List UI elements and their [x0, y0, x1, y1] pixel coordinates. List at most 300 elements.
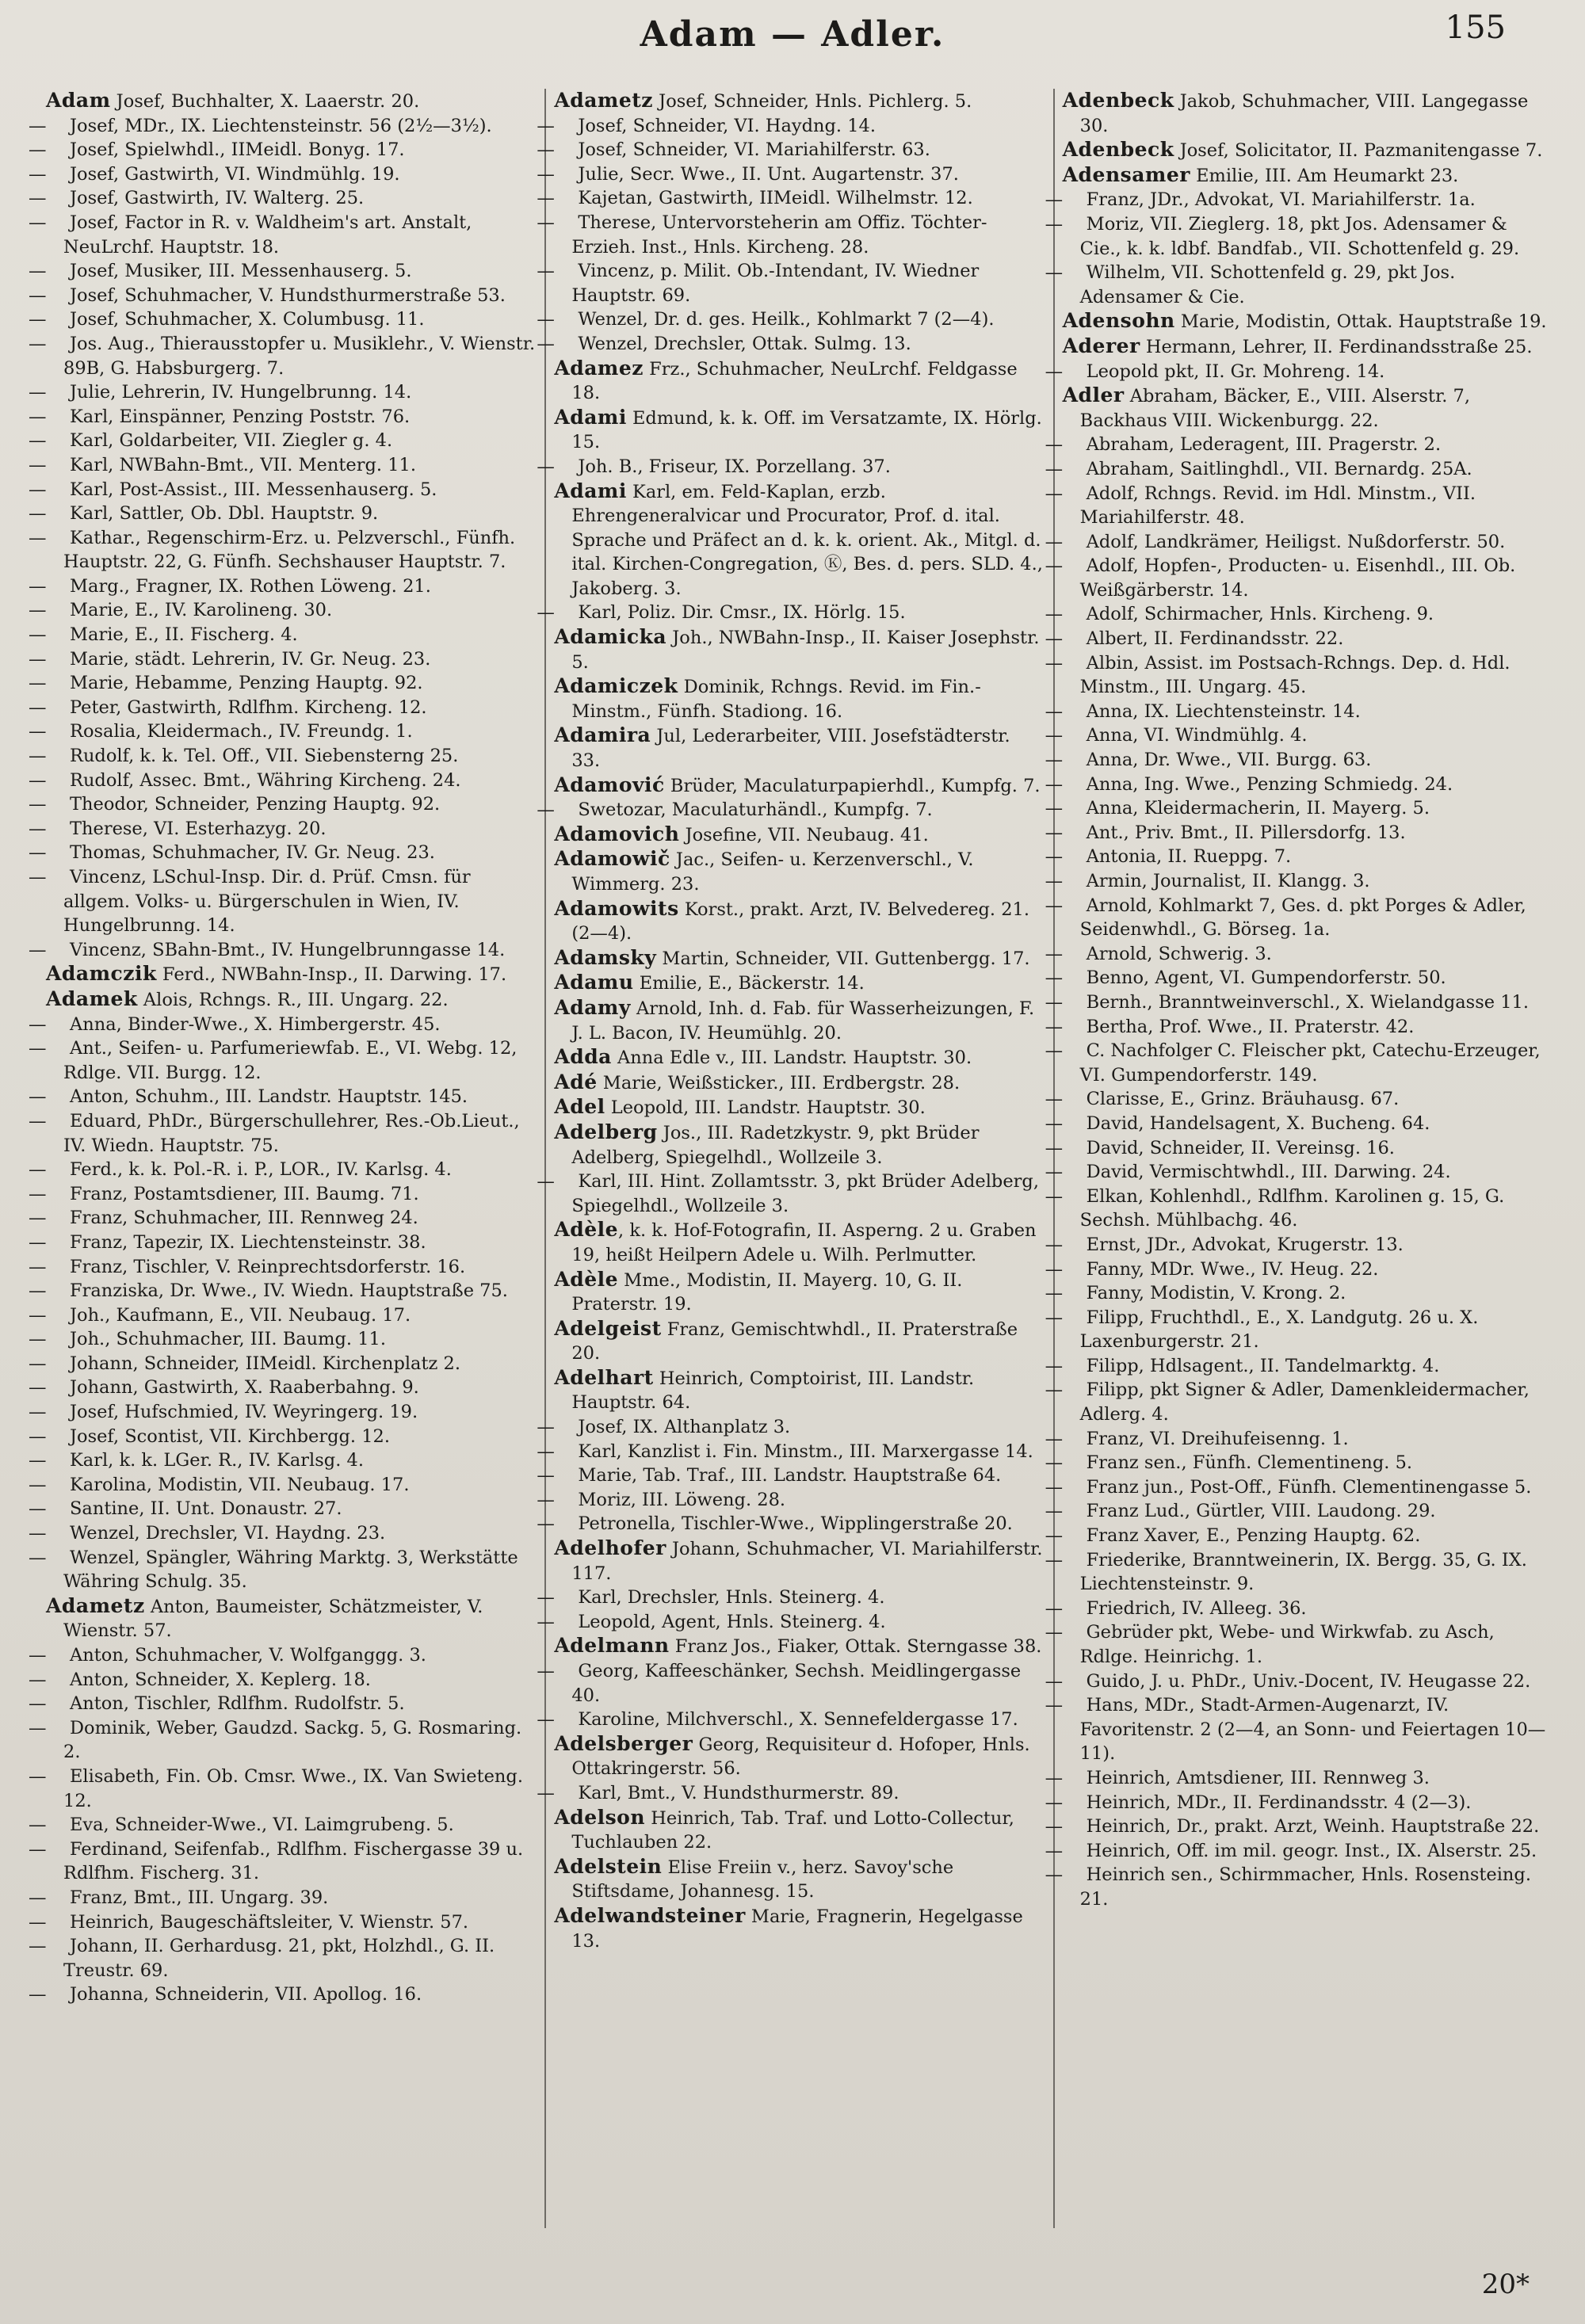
- entry-text: Heinrich, Amtsdiener, III. Rennweg 3.: [1086, 1767, 1430, 1788]
- entry-dash: —: [537, 1171, 555, 1193]
- entry-dash: —: [29, 1208, 47, 1229]
- entry-text: Vincenz, p. Milit. Ob.-Intendant, IV. Wiedner Hauptstr. 69.: [571, 261, 980, 306]
- entry-dash: —: [537, 1489, 555, 1510]
- entry-dash: —: [1045, 871, 1064, 891]
- directory-entry: [29, 211, 535, 259]
- entry-text: Arnold, Schwerig. 3.: [1086, 943, 1272, 964]
- directory-entry: [29, 1813, 535, 1837]
- entry-dash: —: [29, 1693, 47, 1715]
- entry-dash: —: [1045, 1864, 1064, 1886]
- directory-entry: [554, 1732, 1043, 1781]
- entry-dash: —: [1045, 1816, 1064, 1837]
- entry-text: Karl, k. k. LGer. R., IV. Karlsg. 4.: [70, 1450, 364, 1471]
- page-number: 155: [1445, 10, 1506, 46]
- entry-text: Joh., NWBahn-Insp., II. Kaiser Josephstr. 5.: [571, 628, 1040, 673]
- directory-entry: [29, 1255, 535, 1280]
- entry-dash: —: [537, 456, 555, 477]
- directory-entry: [29, 623, 535, 647]
- directory-entry: [1045, 1597, 1552, 1621]
- directory-entry: [554, 822, 1043, 848]
- entry-dash: —: [29, 1280, 47, 1302]
- entry-dash: —: [29, 261, 47, 282]
- entry-text: Franz Lud., Gürtler, VIII. Laudong. 29.: [1086, 1501, 1436, 1522]
- entry-text: Ferd., NWBahn-Insp., II. Darwing. 17.: [156, 964, 507, 986]
- entry-dash: —: [29, 1013, 47, 1035]
- entry-text: Vincenz, LSchul-Insp. Dir. d. Prüf. Cmsn. für allgem. Volks- u. Bürgerschulen in Wien, IV. Hungelbrunng. 14.: [63, 867, 471, 937]
- entry-dash: —: [537, 333, 555, 354]
- directory-entry: [29, 1886, 535, 1910]
- entry-text: Franz, Postamtsdiener, III. Baumg. 71.: [70, 1183, 419, 1204]
- directory-entry: [554, 1634, 1043, 1659]
- directory-entry: [29, 865, 535, 938]
- entry-surname: Adelhofer: [554, 1536, 666, 1560]
- entry-text: Korst., prakt. Arzt, IV. Belvedereg. 21. (2—4).: [571, 899, 1030, 944]
- directory-entry: [1045, 1015, 1552, 1040]
- entry-dash: —: [1045, 1258, 1064, 1280]
- entry-text: Filipp, pkt Signer & Adler, Damenkleidermacher, Adlerg. 4.: [1079, 1380, 1530, 1425]
- entry-text: Josef, Gastwirth, VI. Windmühlg. 19.: [70, 163, 400, 185]
- entry-dash: —: [1045, 1040, 1064, 1062]
- entry-dash: —: [29, 769, 47, 791]
- entry-dash: —: [29, 1425, 47, 1447]
- entry-dash: —: [29, 1231, 47, 1253]
- entry-text: Franz, Gemischtwhdl., II. Praterstraße 20.: [571, 1318, 1018, 1364]
- directory-entry: [29, 478, 535, 502]
- entry-text: Alois, Rchngs. R., III. Ungarg. 22.: [137, 989, 449, 1010]
- entry-dash: —: [29, 1256, 47, 1277]
- entry-text: C. Nachfolger C. Fleischer pkt, Catechu-Erzeuger, VI. Gumpendorferstr. 149.: [1079, 1040, 1541, 1086]
- entry-text: Ant., Seifen- u. Parfumeriewfab. E., VI. Webg. 12, Rdlge. VII. Burgg. 12.: [63, 1038, 518, 1083]
- entry-dash: —: [29, 115, 47, 136]
- entry-dash: —: [1045, 628, 1064, 650]
- entry-text: Josef, Gastwirth, IV. Walterg. 25.: [70, 188, 365, 209]
- entry-dash: —: [29, 1984, 47, 2005]
- directory-entry: [1045, 700, 1552, 724]
- entry-text: Therese, Untervorsteherin am Offiz. Töchter-Erzieh. Inst., Hnls. Kircheng. 28.: [571, 212, 987, 258]
- directory-entry: [554, 406, 1043, 455]
- entry-text: Anton, Tischler, Rdlfhm. Rudolfstr. 5.: [70, 1693, 405, 1715]
- entry-text: Clarisse, E., Grinz. Bräuhausg. 67.: [1086, 1089, 1400, 1110]
- entry-text: Jos. Aug., Thierausstopfer u. Musiklehr., V. Wienstr. 89B, G. Habsburgerg. 7.: [63, 333, 536, 379]
- entry-dash: —: [29, 818, 47, 839]
- directory-entry: [29, 1352, 535, 1376]
- entry-text: Ant., Priv. Bmt., II. Pillersdorfg. 13.: [1086, 822, 1406, 843]
- entry-dash: —: [1045, 1307, 1064, 1328]
- entry-dash: —: [29, 1815, 47, 1836]
- directory-entry: [554, 971, 1043, 996]
- entry-text: Karoline, Milchverschl., X. Sennefeldergasse 17.: [578, 1709, 1018, 1731]
- entry-text: Fanny, MDr. Wwe., IV. Heug. 22.: [1086, 1258, 1379, 1280]
- directory-entry: [1045, 457, 1552, 482]
- entry-text: Karl, em. Feld-Kaplan, erzb. Ehrengeneralvicar und Procurator, Prof. d. ital. Sprache und Präfect an d. k. k. orient. Ak., Mitgl. d. ital. Kirchen-Congregation, Ⓚ, Bes. d. pers. SLD. 4., Jakoberg. 3.: [571, 481, 1043, 599]
- entry-dash: —: [29, 430, 47, 452]
- page-header: [0, 0, 1585, 79]
- entry-text: Georg, Requisiteur d. Hofoper, Hnls. Ottakringerstr. 56.: [571, 1734, 1030, 1780]
- directory-entry: [29, 332, 536, 380]
- directory-entry: [29, 598, 535, 623]
- directory-entry: [1045, 1281, 1552, 1306]
- directory-entry: [46, 1594, 535, 1643]
- directory-entry: [1045, 1475, 1552, 1500]
- directory-entry: [554, 1855, 1043, 1904]
- entry-surname: Adamicka: [554, 625, 667, 649]
- entry-text: Wenzel, Dr. d. ges. Heilk., Kohlmarkt 7 (2—4).: [578, 309, 995, 330]
- entry-text: Wenzel, Drechsler, Ottak. Sulmg. 13.: [578, 333, 911, 354]
- entry-dash: —: [1045, 967, 1064, 989]
- directory-entry: [29, 938, 535, 963]
- entry-dash: —: [1045, 213, 1064, 235]
- directory-entry: [29, 1934, 535, 1982]
- entry-surname: Adensohn: [1062, 309, 1175, 333]
- entry-text: Elise Freiin v., herz. Savoy'sche Stiftsdame, Johannesg. 15.: [571, 1857, 954, 1902]
- entry-dash: —: [29, 746, 47, 767]
- entry-dash: —: [1045, 1767, 1064, 1788]
- entry-dash: —: [537, 1513, 555, 1535]
- entry-dash: —: [29, 1547, 47, 1568]
- directory-entry: [554, 897, 1043, 946]
- entry-dash: —: [1045, 1452, 1064, 1474]
- entry-text: Josef, Spielwhdl., IIMeidl. Bonyg. 17.: [70, 139, 405, 161]
- entry-dash: —: [29, 479, 47, 500]
- directory-entry: [29, 1327, 535, 1352]
- directory-entry: [1045, 482, 1552, 530]
- entry-text: Kajetan, Gastwirth, IIMeidl. Wilhelmstr. 12.: [578, 188, 973, 209]
- directory-entry: [537, 259, 1043, 307]
- directory-entry: [1045, 651, 1552, 700]
- entry-text: Filipp, Hdlsagent., II. Tandelmarktg. 4.: [1086, 1355, 1440, 1376]
- entry-text: Brüder, Maculaturpapierhdl., Kumpfg. 7.: [664, 775, 1041, 796]
- directory-entry: [29, 1400, 535, 1425]
- entry-dash: —: [1045, 725, 1064, 746]
- directory-entry: [554, 89, 1043, 114]
- entry-dash: —: [29, 333, 47, 354]
- entry-dash: —: [29, 188, 47, 209]
- directory-entry: [1045, 1791, 1552, 1815]
- directory-entry: [554, 1120, 1043, 1170]
- entry-text: Jul, Lederarbeiter, VIII. Josefstädterstr. 33.: [571, 726, 1010, 772]
- entry-dash: —: [29, 794, 47, 815]
- entry-dash: —: [1045, 822, 1064, 843]
- entry-text: Karl, III. Hint. Zollamtsstr. 3, pkt Brüder Adelberg, Spiegelhdl., Wollzeile 3.: [571, 1171, 1039, 1216]
- entry-dash: —: [1045, 458, 1064, 479]
- entry-surname: Adelberg: [554, 1120, 658, 1143]
- entry-text: Anna, Dr. Wwe., VII. Burgg. 63.: [1086, 750, 1372, 771]
- entry-text: Marie, städt. Lehrerin, IV. Gr. Neug. 23.: [70, 648, 431, 670]
- entry-text: Eva, Schneider-Wwe., VI. Laimgrubeng. 5.: [70, 1815, 454, 1836]
- directory-entry: [1045, 773, 1552, 797]
- directory-entry: [1045, 1670, 1552, 1694]
- entry-text: Georg, Kaffeeschänker, Sechsh. Meidlingergasse 40.: [571, 1661, 1022, 1706]
- directory-entry: [29, 307, 535, 332]
- entry-text: Thomas, Schuhmacher, IV. Gr. Neug. 23.: [70, 842, 435, 864]
- directory-entry: [1045, 1233, 1552, 1257]
- entry-dash: —: [1045, 1670, 1064, 1692]
- directory-entry: [537, 211, 1043, 259]
- entry-surname: Adé: [554, 1070, 598, 1093]
- entry-dash: —: [1045, 1380, 1064, 1401]
- entry-text: Adolf, Schirmacher, Hnls. Kircheng. 9.: [1086, 604, 1434, 625]
- entry-text: David, Schneider, II. Vereinsg. 16.: [1086, 1137, 1395, 1158]
- entry-text: Hermann, Lehrer, II. Ferdinandsstraße 25.: [1140, 336, 1533, 357]
- entry-text: Heinrich, Tab. Traf. und Lotto-Collectur, Tuchlauben 22.: [571, 1807, 1014, 1853]
- entry-dash: —: [29, 212, 47, 233]
- entry-dash: —: [1045, 531, 1064, 552]
- entry-text: Wilhelm, VII. Schottenfeld g. 29, pkt Jos. Adensamer & Cie.: [1079, 262, 1456, 307]
- entry-text: Karl, Bmt., V. Hundsthurmerstr. 89.: [578, 1782, 899, 1803]
- entry-dash: —: [29, 139, 47, 161]
- entry-dash: —: [29, 163, 47, 185]
- directory-entry: [1045, 1354, 1552, 1379]
- entry-text: Josef, Scontist, VII. Kirchbergg. 12.: [70, 1425, 390, 1447]
- directory-entry: [554, 996, 1043, 1045]
- entry-text: David, Vermischtwhdl., III. Darwing. 24.: [1086, 1162, 1451, 1183]
- entry-dash: —: [29, 1304, 47, 1326]
- entry-text: Peter, Gastwirth, Rdlfhm. Kircheng. 12.: [70, 696, 427, 718]
- directory-entry: [1063, 138, 1552, 163]
- directory-entry: [1045, 990, 1552, 1015]
- directory-entry: [29, 284, 535, 308]
- directory-entry: [1063, 163, 1552, 189]
- entry-text: Josef, Solicitator, II. Pazmanitengasse 7.: [1174, 140, 1543, 162]
- entry-text: Jakob, Schuhmacher, VIII. Langegasse 30.: [1079, 91, 1529, 136]
- directory-entry: [537, 1440, 1043, 1464]
- entry-text: Abraham, Lederagent, III. Pragerstr. 2.: [1086, 434, 1442, 456]
- entry-text: Adolf, Rchngs. Revid. im Hdl. Minstm., VII. Mariahilferstr. 48.: [1079, 483, 1476, 529]
- entry-dash: —: [1045, 189, 1064, 211]
- directory-entry: [1045, 869, 1552, 894]
- directory-entry: [554, 1095, 1043, 1120]
- entry-dash: —: [537, 261, 555, 282]
- entry-dash: —: [29, 1159, 47, 1181]
- entry-text: Albert, II. Ferdinandsstr. 22.: [1086, 628, 1344, 650]
- directory-entry: [29, 502, 535, 526]
- page-title: Adam — Adler.: [640, 14, 945, 55]
- directory-entry: [29, 114, 535, 139]
- entry-dash: —: [1045, 1695, 1064, 1716]
- entry-text: Emilie, E., Bäckerstr. 14.: [633, 973, 865, 994]
- entry-text: Fanny, Modistin, V. Krong. 2.: [1086, 1283, 1346, 1304]
- directory-entry: [537, 455, 1043, 479]
- directory-entry: [29, 1765, 535, 1813]
- entry-text: Jos., III. Radetzkystr. 9, pkt Brüder Adelberg, Spiegelhdl., Wollzeile 3.: [571, 1122, 980, 1168]
- entry-text: Franz Xaver, E., Penzing Hauptg. 62.: [1086, 1525, 1421, 1547]
- directory-entry: [1045, 188, 1552, 212]
- entry-surname: Adamira: [554, 723, 651, 747]
- entry-dash: —: [1045, 700, 1064, 722]
- entry-surname: Adamowič: [554, 847, 670, 871]
- entry-text: Adolf, Hopfen-, Producten- u. Eisenhdl., III. Ob. Weißgärberstr. 14.: [1079, 555, 1516, 601]
- entry-text: Frz., Schuhmacher, NeuLrchf. Feldgasse 18.: [571, 358, 1018, 404]
- entry-text: Swetozar, Maculaturhändl., Kumpfg. 7.: [578, 799, 933, 821]
- entry-dash: —: [537, 212, 555, 233]
- directory-entry: [29, 1668, 535, 1692]
- entry-text: Karl, Post-Assist., III. Messenhauserg. 5.: [70, 479, 437, 500]
- entry-text: Moriz, VII. Zieglerg. 18, pkt Jos. Adensamer & Cie., k. k. ldbf. Bandfab., VII. Schottenfeld g. 29.: [1079, 213, 1520, 259]
- entry-text: Josef, Schuhmacher, X. Columbusg. 11.: [70, 309, 425, 330]
- directory-entry: [29, 1013, 535, 1037]
- entry-dash: —: [537, 188, 555, 209]
- entry-dash: —: [537, 309, 555, 330]
- entry-surname: Adel: [554, 1095, 605, 1119]
- entry-dash: —: [29, 1474, 47, 1495]
- entry-surname: Adelmann: [554, 1634, 670, 1658]
- entry-text: Armin, Journalist, II. Klangg. 3.: [1086, 871, 1370, 891]
- entry-surname: Adelstein: [554, 1854, 663, 1878]
- entry-text: Anton, Schuhmacher, V. Wolfganggg. 3.: [70, 1645, 426, 1666]
- entry-surname: Adamowits: [554, 896, 679, 920]
- directory-entry: [537, 1781, 1043, 1806]
- entry-text: Elisabeth, Fin. Ob. Cmsr. Wwe., IX. Van Swieteng. 12.: [63, 1765, 523, 1811]
- entry-text: Bertha, Prof. Wwe., II. Praterstr. 42.: [1086, 1016, 1415, 1037]
- entry-dash: —: [29, 1183, 47, 1204]
- directory-entry: [29, 696, 535, 720]
- entry-text: Marie, Fragnerin, Hegelgasse 13.: [571, 1906, 1023, 1952]
- directory-entry: [554, 1218, 1043, 1267]
- entry-text: Marie, Modistin, Ottak. Hauptstraße 19.: [1174, 311, 1547, 333]
- entry-dash: —: [1045, 1283, 1064, 1304]
- entry-dash: —: [537, 1661, 555, 1681]
- directory-entry: [29, 647, 535, 672]
- directory-entry: [29, 186, 535, 211]
- entry-dash: —: [1045, 1549, 1064, 1570]
- entry-dash: —: [29, 673, 47, 694]
- entry-text: Leopold, III. Landstr. Hauptstr. 30.: [605, 1097, 926, 1119]
- directory-entry: [1045, 1378, 1552, 1426]
- entry-text: Mme., Modistin, II. Mayerg. 10, G. II. Praterstr. 19.: [571, 1269, 963, 1315]
- directory-entry: [46, 987, 535, 1013]
- directory-entry: [1045, 627, 1552, 651]
- entry-dash: —: [29, 1110, 47, 1131]
- directory-entry: [29, 1279, 535, 1303]
- directory-entry: [1045, 1427, 1552, 1452]
- entry-surname: Adelgeist: [554, 1316, 662, 1340]
- entry-dash: —: [1045, 895, 1064, 916]
- entry-text: Anna, Ing. Wwe., Penzing Schmiedg. 24.: [1086, 773, 1453, 795]
- directory-entry: [537, 307, 1043, 332]
- directory-entry: [29, 1716, 535, 1765]
- entry-text: Eduard, PhDr., Bürgerschullehrer, Res.-Ob.Lieut., IV. Wiedn. Hauptstr. 75.: [63, 1110, 520, 1156]
- entry-text: Dominik, Weber, Gaudzd. Sackg. 5, G. Rosmaring. 2.: [63, 1717, 522, 1763]
- entry-text: Franz sen., Fünfh. Clementineng. 5.: [1086, 1452, 1413, 1474]
- entry-dash: —: [29, 1838, 47, 1860]
- directory-entry: [29, 1473, 535, 1498]
- directory-entry: [29, 453, 535, 478]
- directory-entry: [554, 1536, 1043, 1586]
- entry-surname: Adler: [1062, 384, 1125, 407]
- directory-entry: [29, 526, 535, 574]
- directory-entry: [1045, 554, 1552, 602]
- entry-dash: —: [1045, 604, 1064, 625]
- entry-dash: —: [1045, 846, 1064, 868]
- entry-dash: —: [29, 1353, 47, 1374]
- entry-dash: —: [29, 1645, 47, 1666]
- directory-entry: [537, 1512, 1043, 1536]
- column-middle: [537, 89, 1043, 2228]
- column-right: [1045, 89, 1552, 2228]
- entry-text: Therese, VI. Esterhazyg. 20.: [70, 818, 327, 839]
- entry-text: Bernh., Branntweinverschl., X. Wielandgasse 11.: [1086, 991, 1529, 1013]
- directory-entry: [29, 1982, 535, 2007]
- directory-entry: [29, 1206, 535, 1231]
- entry-text: Joh. B., Friseur, IX. Porzellang. 37.: [578, 456, 891, 477]
- entry-text: Kathar., Regenschirm-Erz. u. Pelzverschl., Fünfh. Hauptstr. 22, G. Fünfh. Sechshauser Hauptstr. 7.: [63, 527, 516, 573]
- entry-dash: —: [29, 1523, 47, 1544]
- entry-dash: —: [537, 1782, 555, 1803]
- entry-text: Santine, II. Unt. Donaustr. 27.: [70, 1498, 342, 1520]
- entry-surname: Adamsky: [554, 945, 657, 969]
- directory-entry: [554, 674, 1043, 723]
- entry-text: Antonia, II. Rueppg. 7.: [1086, 846, 1292, 868]
- entry-dash: —: [29, 454, 47, 475]
- entry-surname: Adamović: [554, 773, 665, 796]
- entry-text: Franz, Tischler, V. Reinprechtsdorferstr. 16.: [70, 1256, 466, 1277]
- directory-entry: [46, 962, 535, 987]
- directory-entry: [29, 429, 535, 453]
- entry-dash: —: [537, 602, 555, 624]
- directory-entry: [1045, 212, 1552, 261]
- directory-entry: [29, 1158, 535, 1182]
- directory-entry: [1045, 1839, 1552, 1864]
- entry-surname: Adelwandsteiner: [554, 1903, 746, 1927]
- entry-text: Joh., Kaufmann, E., VII. Neubaug. 17.: [70, 1304, 411, 1326]
- directory-entry: [29, 817, 535, 841]
- entry-text: Franz jun., Post-Off., Fünfh. Clementinengasse 5.: [1086, 1476, 1532, 1498]
- entry-text: Franziska, Dr. Wwe., IV. Wiedn. Hauptstraße 75.: [70, 1280, 508, 1302]
- entry-dash: —: [537, 115, 555, 136]
- entry-surname: Adam: [46, 89, 111, 112]
- entry-text: Josef, Musiker, III. Messenhauserg. 5.: [70, 261, 412, 282]
- entry-dash: —: [1045, 1476, 1064, 1498]
- entry-text: Arnold, Inh. d. Fab. für Wasserheizungen, F. J. L. Bacon, IV. Heumühlg. 20.: [571, 998, 1035, 1044]
- directory-entry: [537, 138, 1043, 162]
- entry-text: Josef, Schneider, VI. Haydng. 14.: [578, 115, 876, 136]
- directory-entry: [29, 1643, 535, 1668]
- entry-dash: —: [537, 163, 555, 185]
- entry-text: Ernst, JDr., Advokat, Krugerstr. 13.: [1086, 1234, 1404, 1255]
- entry-dash: —: [29, 503, 47, 525]
- entry-dash: —: [1045, 434, 1064, 456]
- directory-entry: [554, 479, 1043, 601]
- entry-dash: —: [1045, 1137, 1064, 1158]
- directory-entry: [554, 847, 1043, 896]
- entry-text: Franz, Schuhmacher, III. Rennweg 24.: [70, 1208, 418, 1229]
- entry-text: Anna, IX. Liechtensteinstr. 14.: [1086, 700, 1361, 722]
- entry-dash: —: [537, 1417, 555, 1438]
- column-left: [29, 89, 536, 2228]
- entry-text: Martin, Schneider, VII. Guttenbergg. 17.: [656, 948, 1030, 969]
- directory-entry: [537, 186, 1043, 211]
- entry-dash: —: [29, 1329, 47, 1350]
- entry-dash: —: [29, 1086, 47, 1108]
- entry-text: Heinrich, Comptoirist, III. Landstr. Hauptstr. 64.: [571, 1368, 975, 1414]
- directory-entry: [1045, 360, 1552, 384]
- entry-text: Anton, Schneider, X. Keplerg. 18.: [70, 1669, 371, 1690]
- entry-text: Karl, Poliz. Dir. Cmsr., IX. Hörlg. 15.: [578, 602, 906, 624]
- entry-surname: Adametz: [554, 89, 654, 112]
- directory-entry: [29, 1231, 535, 1255]
- directory-entry: [554, 1268, 1043, 1317]
- entry-dash: —: [1045, 750, 1064, 771]
- entry-dash: —: [537, 1441, 555, 1462]
- directory-entry: [29, 1448, 535, 1473]
- directory-entry: [1045, 845, 1552, 869]
- entry-text: Anton, Baumeister, Schätzmeister, V. Wienstr. 57.: [63, 1596, 483, 1642]
- entry-text: Marie, E., IV. Karolineng. 30.: [70, 600, 333, 621]
- directory-entry: [29, 1692, 535, 1716]
- entry-surname: Aderer: [1062, 334, 1140, 357]
- directory-entry: [537, 1586, 1043, 1610]
- directory-entry: [46, 89, 535, 114]
